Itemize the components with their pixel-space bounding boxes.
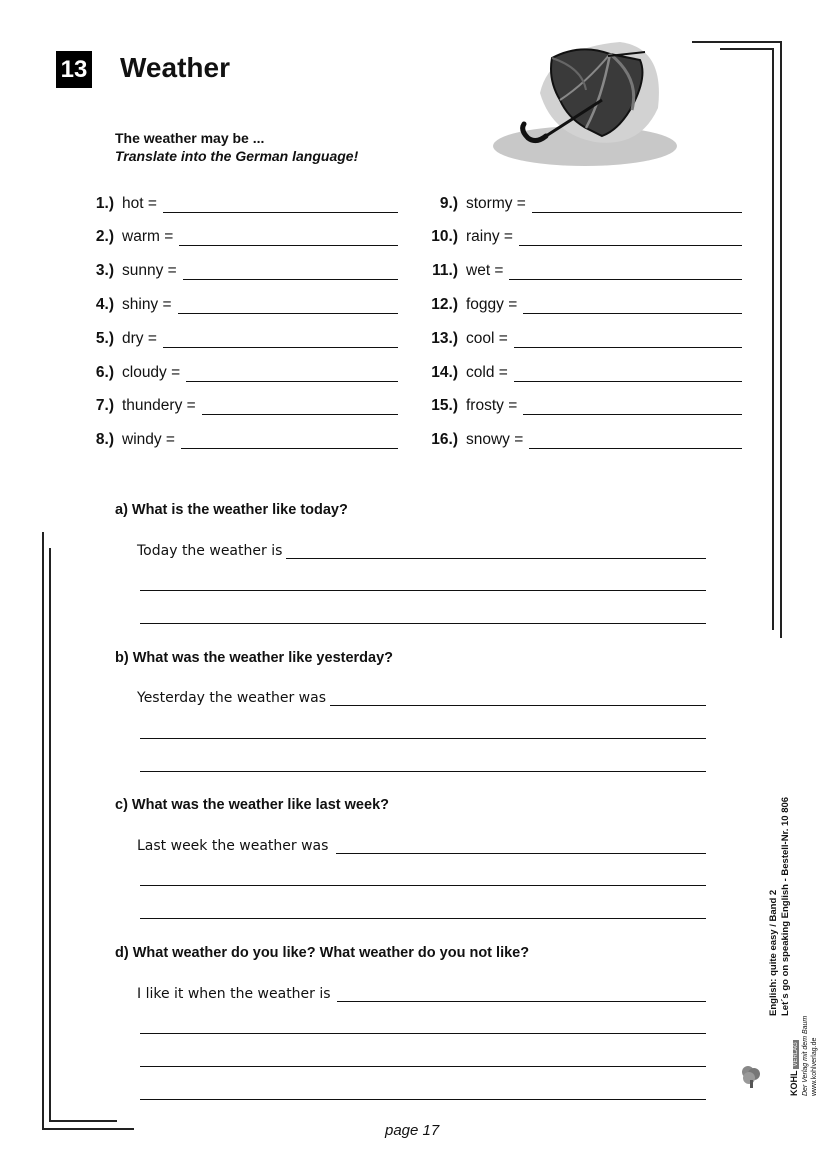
vocab-word: warm = xyxy=(122,228,174,245)
answer-line[interactable] xyxy=(532,195,742,213)
intro-instruction: Translate into the German language! xyxy=(115,148,359,164)
answer-line[interactable] xyxy=(186,364,398,382)
vocab-word: dry = xyxy=(122,330,157,347)
question-b: b) What was the weather like yesterday? xyxy=(115,650,394,666)
answer-line[interactable] xyxy=(140,590,706,591)
answer-line[interactable] xyxy=(140,738,706,739)
frame-left-inner xyxy=(49,548,51,1121)
vocab-number: 9.) xyxy=(439,195,458,212)
intro-line-1: The weather may be ... xyxy=(115,130,265,146)
frame-left-outer xyxy=(42,532,44,1130)
answer-row-b xyxy=(137,684,706,706)
answer-prefix: Yesterday the weather was xyxy=(137,690,326,706)
answer-line[interactable] xyxy=(163,330,398,348)
vocab-item-1 xyxy=(94,191,398,213)
credit-line-1: English: quite easy / Band 2 xyxy=(768,889,779,1016)
answer-line[interactable] xyxy=(529,431,742,449)
answer-line[interactable] xyxy=(140,1066,706,1067)
vocab-item-6 xyxy=(94,360,398,382)
lesson-number-badge: 13 xyxy=(56,51,92,88)
vocab-word: cold = xyxy=(466,364,508,381)
answer-line[interactable] xyxy=(202,397,398,415)
answer-line[interactable] xyxy=(140,1099,706,1100)
answer-prefix: Today the weather is xyxy=(137,543,283,559)
question-d: d) What weather do you like? What weather do you not like? xyxy=(115,945,530,961)
answer-line[interactable] xyxy=(330,691,706,706)
vocab-item-3 xyxy=(94,258,398,280)
answer-line[interactable] xyxy=(509,262,742,280)
publisher-badge: VERLAG xyxy=(793,1042,799,1067)
vocab-word: snowy = xyxy=(466,431,524,448)
vocab-number: 16.) xyxy=(431,431,458,448)
vocab-word: cloudy = xyxy=(122,364,181,381)
answer-line[interactable] xyxy=(336,839,706,854)
vocab-word: windy = xyxy=(122,431,175,448)
answer-line[interactable] xyxy=(140,771,706,772)
vocab-number: 11.) xyxy=(432,262,458,279)
series-credit xyxy=(768,797,792,1016)
answer-line[interactable] xyxy=(514,364,742,382)
answer-line[interactable] xyxy=(523,397,742,415)
frame-top-right-inner xyxy=(720,48,772,50)
umbrella-icon xyxy=(490,38,680,176)
vocab-word: wet = xyxy=(466,262,504,279)
answer-row-c xyxy=(137,832,706,854)
vocab-word: hot = xyxy=(122,195,157,212)
frame-bottom-left-inner xyxy=(49,1120,117,1122)
answer-row-a xyxy=(137,537,706,559)
vocab-item-10 xyxy=(420,224,742,246)
vocab-word: frosty = xyxy=(466,397,518,414)
vocab-item-13 xyxy=(420,326,742,348)
vocab-item-12 xyxy=(420,292,742,314)
answer-line[interactable] xyxy=(286,544,706,559)
vocab-item-5 xyxy=(94,326,398,348)
vocab-number: 4.) xyxy=(95,296,114,313)
vocab-word: cool = xyxy=(466,330,508,347)
answer-line[interactable] xyxy=(337,987,706,1002)
publisher-url: www.kohlverlag.de xyxy=(811,1037,818,1096)
vocab-word: foggy = xyxy=(466,296,518,313)
tree-logo-icon xyxy=(740,1064,762,1088)
vocab-number: 3.) xyxy=(95,262,114,279)
vocab-word: thundery = xyxy=(122,397,196,414)
vocab-item-7 xyxy=(94,393,398,415)
vocab-number: 13.) xyxy=(431,330,458,347)
publisher-tagline: Der Verlag mit dem Baum xyxy=(802,1015,809,1096)
answer-line[interactable] xyxy=(163,195,398,213)
answer-line[interactable] xyxy=(178,296,398,314)
answer-line[interactable] xyxy=(181,431,398,449)
vocab-number: 5.) xyxy=(95,330,114,347)
vocab-number: 2.) xyxy=(95,228,114,245)
page-title: Weather xyxy=(120,52,230,83)
vocab-number: 12.) xyxy=(431,296,458,313)
frame-bottom-left-outer xyxy=(42,1128,134,1130)
answer-row-d xyxy=(137,980,706,1002)
vocab-number: 8.) xyxy=(95,431,114,448)
question-a: a) What is the weather like today? xyxy=(115,502,348,518)
answer-line[interactable] xyxy=(140,1033,706,1034)
vocab-item-8 xyxy=(94,427,398,449)
vocab-number: 1.) xyxy=(95,195,114,212)
vocab-item-16 xyxy=(420,427,742,449)
vocab-word: shiny = xyxy=(122,296,172,313)
vocab-word: stormy = xyxy=(466,195,526,212)
vocab-word: rainy = xyxy=(466,228,513,245)
answer-line[interactable] xyxy=(523,296,742,314)
page-number: page 17 xyxy=(385,1122,440,1139)
answer-line[interactable] xyxy=(140,623,706,624)
vocab-number: 15.) xyxy=(431,397,458,414)
answer-line[interactable] xyxy=(514,330,742,348)
answer-line[interactable] xyxy=(179,228,398,246)
vocab-number: 10.) xyxy=(431,228,458,245)
answer-line[interactable] xyxy=(183,262,398,280)
vocab-item-11 xyxy=(420,258,742,280)
answer-line[interactable] xyxy=(140,885,706,886)
answer-line[interactable] xyxy=(140,918,706,919)
frame-right-outer xyxy=(780,41,782,638)
vocab-item-2 xyxy=(94,224,398,246)
vocab-item-9 xyxy=(420,191,742,213)
publisher-name: KOHL xyxy=(789,1070,799,1096)
vocab-number: 7.) xyxy=(95,397,114,414)
frame-right-inner xyxy=(772,48,774,630)
vocab-number: 14.) xyxy=(431,364,458,381)
vocab-number: 6.) xyxy=(95,364,114,381)
vocab-item-4 xyxy=(94,292,398,314)
publisher-logo xyxy=(790,1016,819,1096)
vocab-item-14 xyxy=(420,360,742,382)
intro-text xyxy=(115,129,358,165)
answer-prefix: Last week the weather was xyxy=(137,838,329,854)
credit-line-2: Let´s go on speaking English - Bestell-Nr. 10 806 xyxy=(780,796,791,1016)
vocab-word: sunny = xyxy=(122,262,177,279)
answer-prefix: I like it when the weather is xyxy=(137,986,331,1002)
question-c: c) What was the weather like last week? xyxy=(115,797,389,813)
frame-top-right-outer xyxy=(692,41,782,43)
answer-line[interactable] xyxy=(519,228,742,246)
vocab-item-15 xyxy=(420,393,742,415)
